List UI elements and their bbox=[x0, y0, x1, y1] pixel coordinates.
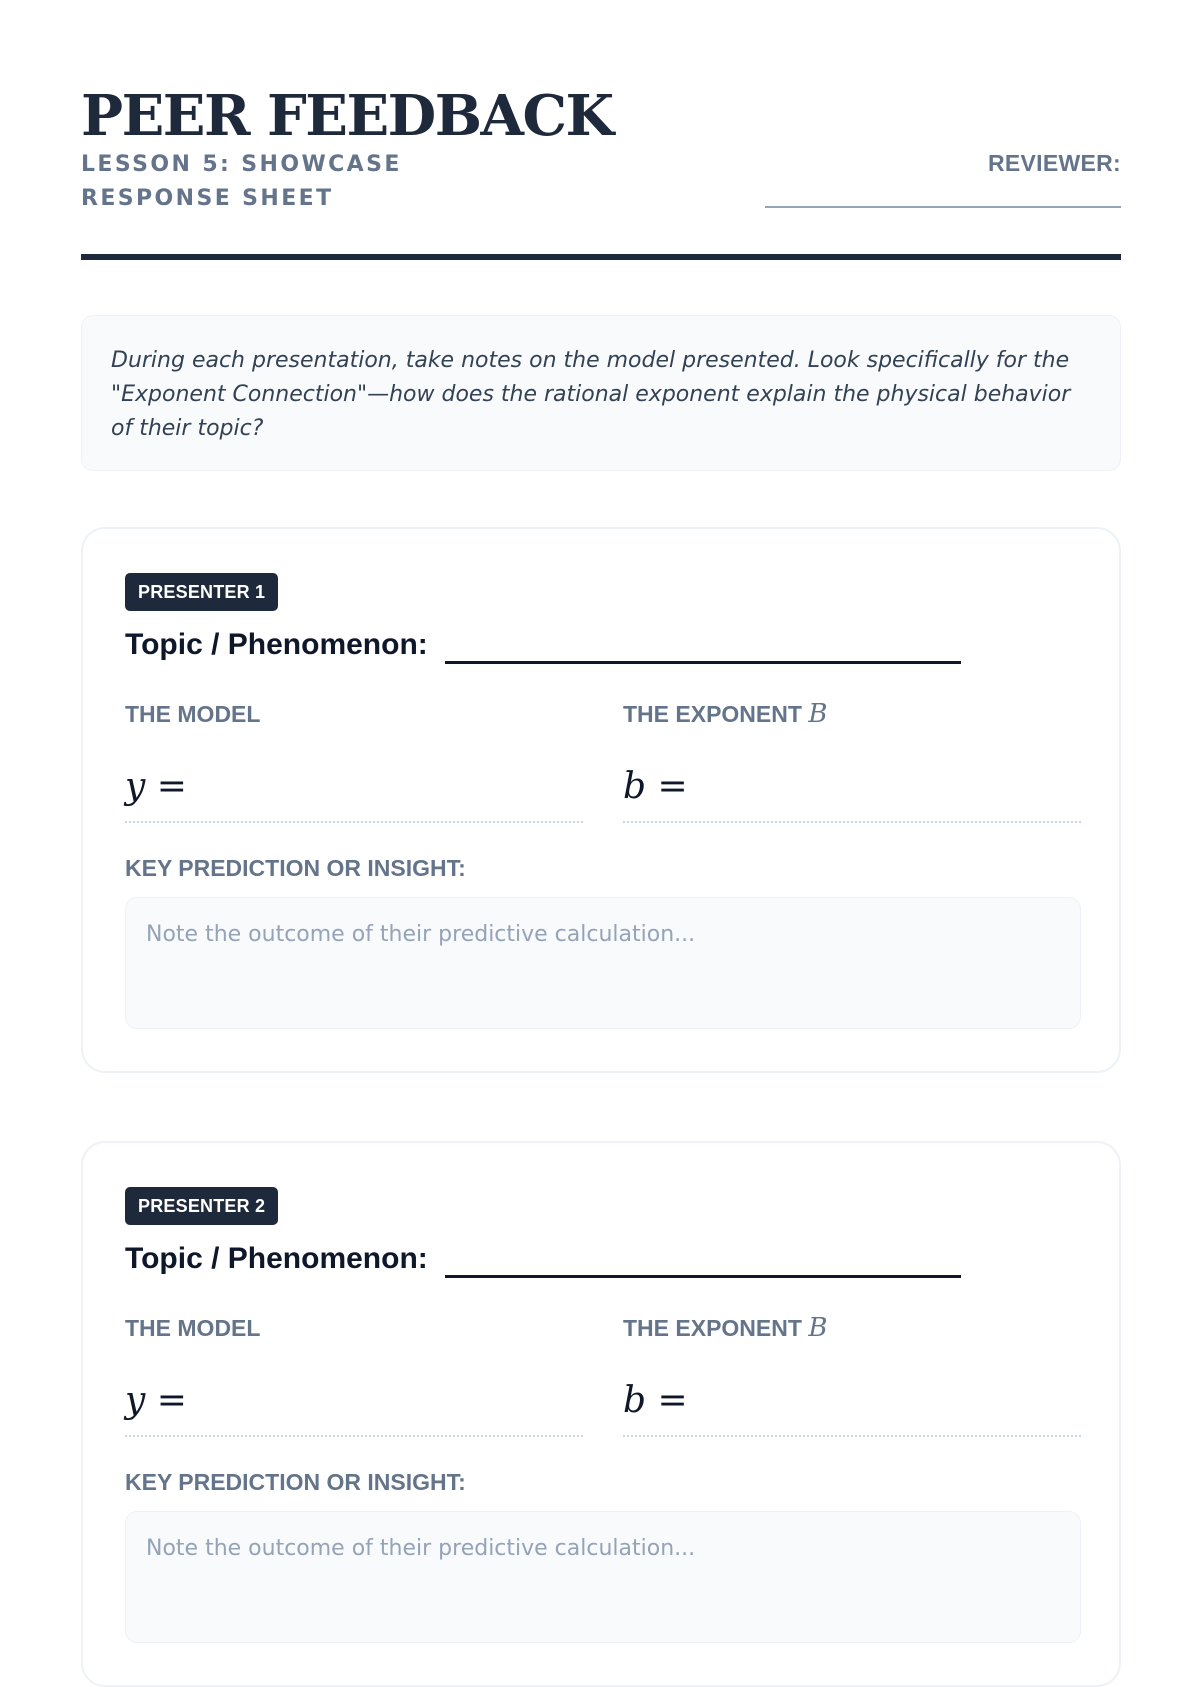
model-label bbox=[125, 699, 260, 729]
insight-textarea[interactable] bbox=[125, 1511, 1081, 1643]
exponent-eq-variable: b bbox=[623, 1380, 647, 1421]
topic-answer-line[interactable] bbox=[445, 1275, 961, 1278]
model-equation bbox=[125, 765, 187, 809]
insight-label: KEY PREDICTION OR INSIGHT: bbox=[125, 855, 466, 881]
insight-label: KEY PREDICTION OR INSIGHT: bbox=[125, 1469, 466, 1495]
exponent-equation bbox=[623, 765, 688, 809]
insight-textarea[interactable] bbox=[125, 897, 1081, 1029]
model-label-text: THE MODEL bbox=[125, 1315, 261, 1341]
topic-label: Topic / Phenomenon: bbox=[125, 628, 428, 661]
model-eq-variable: y bbox=[125, 1380, 146, 1421]
exponent-label-text: THE EXPONENT bbox=[623, 1315, 802, 1341]
model-eq-sign: = bbox=[156, 1380, 187, 1421]
model-answer-line[interactable] bbox=[125, 1435, 583, 1437]
reviewer-name-field[interactable] bbox=[765, 206, 1121, 208]
exponent-answer-line[interactable] bbox=[623, 821, 1081, 823]
exponent-label-text: THE EXPONENT bbox=[623, 701, 802, 727]
instructions-box: During each presentation, take notes on the model presented. Look specifically for the "Exponent Connection"—how does the rational exponent explain the physical behavior of their topic? bbox=[81, 315, 1121, 471]
model-label bbox=[125, 1313, 260, 1343]
exponent-variable: B bbox=[808, 699, 828, 729]
topic-label: Topic / Phenomenon: bbox=[125, 1242, 428, 1275]
exponent-eq-sign: = bbox=[657, 766, 688, 807]
model-equation bbox=[125, 1379, 187, 1423]
lesson-subtitle: LESSON 5: SHOWCASE RESPONSE SHEET bbox=[81, 152, 402, 211]
presenter-card-1 bbox=[81, 527, 1121, 1073]
exponent-label bbox=[623, 699, 827, 729]
exponent-variable: B bbox=[808, 1313, 828, 1343]
model-eq-sign: = bbox=[156, 766, 187, 807]
presenter-badge: PRESENTER 2 bbox=[125, 1187, 278, 1225]
topic-answer-line[interactable] bbox=[445, 661, 961, 664]
presenter-card-2 bbox=[81, 1141, 1121, 1687]
page-title: PEER FEEDBACK bbox=[81, 83, 613, 149]
model-label-text: THE MODEL bbox=[125, 701, 261, 727]
model-answer-line[interactable] bbox=[125, 821, 583, 823]
exponent-label bbox=[623, 1313, 827, 1343]
header-divider bbox=[81, 254, 1121, 260]
reviewer-label: REVIEWER: bbox=[987, 150, 1121, 176]
exponent-equation bbox=[623, 1379, 688, 1423]
model-eq-variable: y bbox=[125, 766, 146, 807]
exponent-eq-sign: = bbox=[657, 1380, 688, 1421]
exponent-eq-variable: b bbox=[623, 766, 647, 807]
presenter-badge: PRESENTER 1 bbox=[125, 573, 278, 611]
exponent-answer-line[interactable] bbox=[623, 1435, 1081, 1437]
